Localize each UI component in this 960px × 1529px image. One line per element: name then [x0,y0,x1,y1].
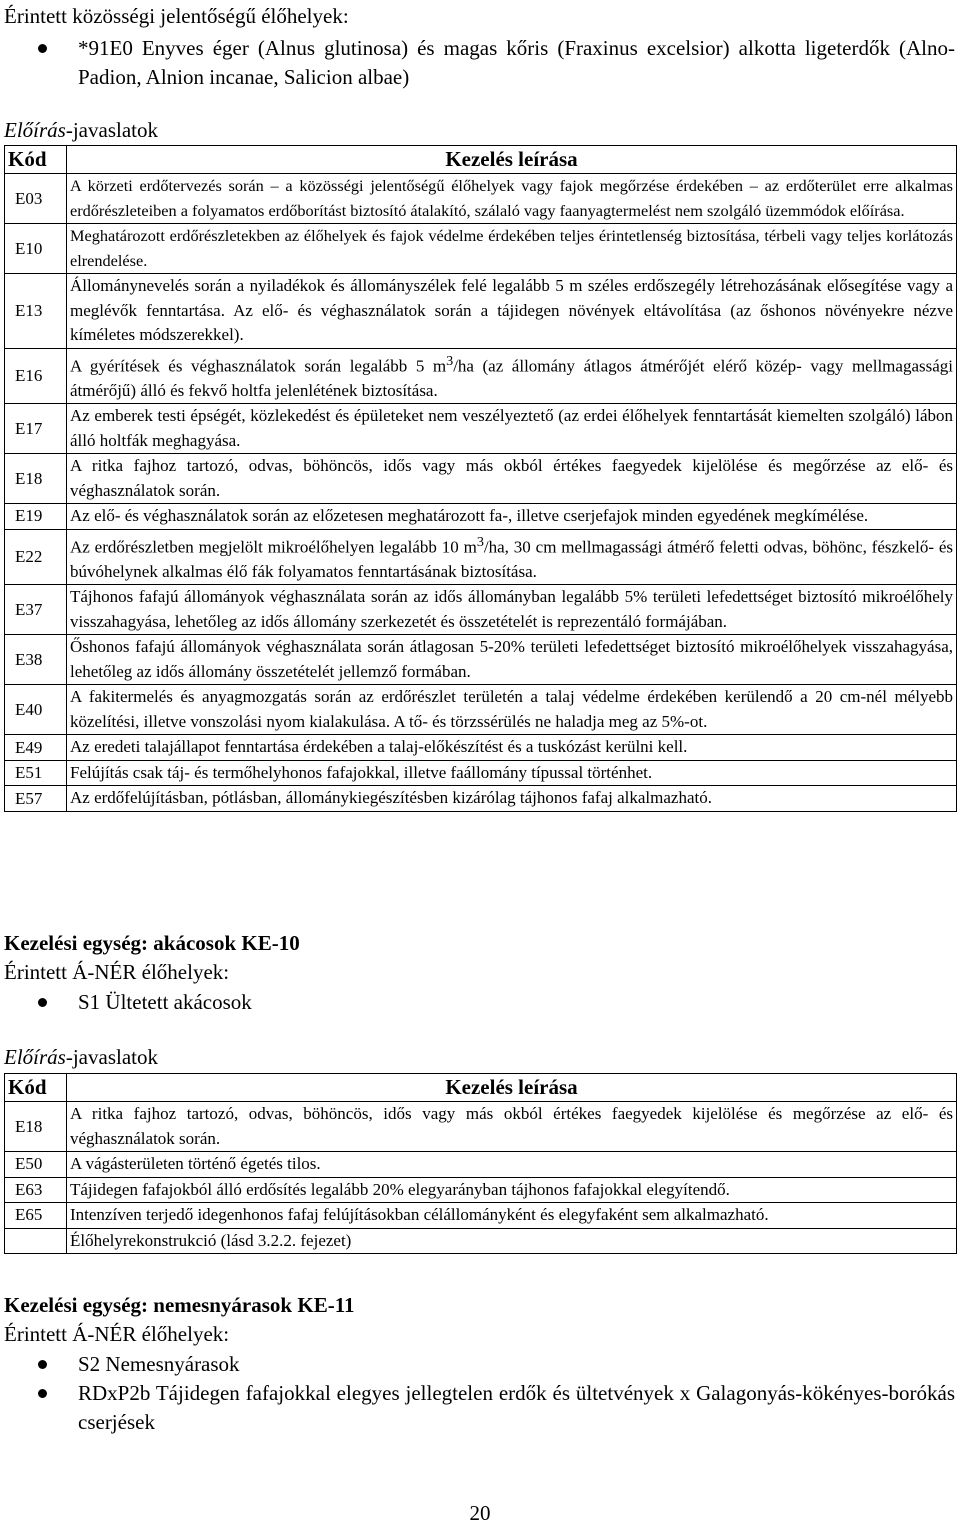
row-description: Az emberek testi épségét, közlekedést és épületeket nem veszélyeztető (az erdei élőhelyek fenntartását kiemelten szolgáló) lábon álló holtfák meghagyása. [67,404,957,454]
header-code: Kód [5,146,67,174]
proposals-italic: Előírás [4,1045,66,1069]
row-code: E17 [5,404,67,454]
row-code: E49 [5,735,67,761]
page-number: 20 [469,1501,491,1525]
proposals-rest: -javaslatok [65,118,158,142]
table-row [5,1102,957,1152]
habitat-list [0,1350,955,1437]
table-row [5,635,957,685]
row-code: E37 [5,585,67,635]
table-row [5,685,957,735]
row-description: Az eredeti talajállapot fenntartása érdekében a talaj-előkészítést és a tuskózást kerülni kell. [67,735,957,761]
row-description: Az elő- és véghasználatok során az előzetesen meghatározott fa-, illetve cserjefajok minden egyedének megkímélése. [67,504,957,530]
proposals-label [4,1045,158,1069]
row-description [67,348,957,404]
row-description: A ritka fajhoz tartozó, odvas, böhöncös, idős vagy más okból értékes faegyedek kijelölése és megőrzése az elő- és véghasználatok során. [67,454,957,504]
row-description: Meghatározott erdőrészletekben az élőhelyek és fajok védelme érdekében teljes érintetlenség biztosítása, térbeli vagy teljes korlátozás elrendelése. [67,224,957,274]
desc-part: /ha, 30 cm mellmagassági átmérő feletti odvas, böhönc, fészkelő- és búvóhelynek alkalmas élő fák folyamatos fenntartásának biztosítása. [70,537,954,581]
row-description: Őshonos fafajú állományok véghasználata során átlagosan 5-20% területi lefedettséget biztosító mikroélőhelyek visszahagyása, lehetőleg az idős állomány összetételét jellemző formában. [67,635,957,685]
row-code: E03 [5,174,67,224]
table-row [5,274,957,349]
header-description: Kezelés leírása [67,1074,957,1102]
affected-habitats-label: Érintett Á-NÉR élőhelyek: [4,1322,230,1346]
row-description: A vágásterületen történő égetés tilos. [67,1152,957,1178]
proposals-rest: -javaslatok [65,1045,158,1069]
row-code: E40 [5,685,67,735]
row-description: Állománynevelés során a nyiladékok és állományszélek felé legalább 5 m széles erdőszegély létrehozásának elősegítése vagy a meglévők fenntartása. Az elő- és véghasználatok során a tájidegen növények eltávolítása (az őshonos növényekre nézve kíméletes módszerekkel). [67,274,957,349]
row-code: E65 [5,1203,67,1229]
row-code: E38 [5,635,67,685]
section-heading: Érintett közösségi jelentőségű élőhelyek: [4,4,349,28]
habitat-list [0,988,955,1017]
table-row [5,735,957,761]
table-row [5,529,957,585]
row-description: Tájhonos fafajú állományok véghasználata során az idős állományban legalább 5% területi lefedettséget biztosító mikroélőhely visszahagyása, lehetőleg az idős állomány szerkezetét és összetételét is reprezentáló formájában. [67,585,957,635]
row-code: E18 [5,454,67,504]
row-description: Intenzíven terjedő idegenhonos fafaj felújításokban célállományként és elegyfaként sem alkalmazható. [67,1203,957,1229]
table-row [5,404,957,454]
table-header-row [5,146,957,174]
row-description: A fakitermelés és anyagmozgatás során az erdőrészlet területén a talaj védelme érdekében kerülendő a 20 cm-nél mélyebb közelítési, illetve vonszolási nyom kialakulása. A tő- és törzssérülés ne haladja meg az 5%-ot. [67,685,957,735]
row-description: A körzeti erdőtervezés során – a közösségi jelentőségű élőhelyek vagy fajok megőrzése érdekében – az erdőterület erre alkalmas erdőrészleteiben a folyamatos erdőborítást biztosító átalakító, szálaló vagy faanyagtermelést nem szolgáló üzemmódok előírása. [67,174,957,224]
row-code: E51 [5,760,67,786]
row-code: E63 [5,1177,67,1203]
row-code: E22 [5,529,67,585]
desc-part: Az erdőrészletben megjelölt mikroélőhelyen legalább 10 m [70,537,477,557]
table-row [5,585,957,635]
table-row [5,224,957,274]
table-row [5,504,957,530]
table-row [5,454,957,504]
table-row [5,174,957,224]
treatment-table [4,1073,957,1254]
desc-part: /ha (az állomány átlagos átmérőjét elérő közép- vagy mellmagassági átmérőjű) álló és fekvő holtfa jelenlétének biztosítása. [70,356,953,400]
table-row [5,1203,957,1229]
header-description: Kezelés leírása [67,146,957,174]
row-description: Élőhelyrekonstrukció (lásd 3.2.2. fejezet) [67,1228,957,1254]
row-code: E16 [5,348,67,404]
habitat-item: RDxP2b Tájidegen fafajokkal elegyes jellegtelen erdők és ültetvények x Galagonyás-kökényes-borókás cserjések [0,1379,955,1437]
table-row [5,1177,957,1203]
table-row [5,1152,957,1178]
row-description: A ritka fajhoz tartozó, odvas, böhöncös, idős vagy más okból értékes faegyedek kijelölése és megőrzése az elő- és véghasználatok során. [67,1102,957,1152]
management-unit-title: Kezelési egység: nemesnyárasok KE-11 [4,1293,355,1317]
row-code: E19 [5,504,67,530]
row-code: E57 [5,786,67,812]
row-description: Tájidegen fafajokból álló erdősítés legalább 20% elegyarányban tájhonos fafajokkal elegyítendő. [67,1177,957,1203]
habitat-item: S2 Nemesnyárasok [0,1350,955,1379]
desc-superscript: 3 [476,533,484,550]
proposals-label [4,118,158,142]
table-row [5,1228,957,1254]
treatment-table [4,145,957,812]
habitat-item: S1 Ültetett akácosok [0,988,955,1017]
row-description: Az erdőfelújításban, pótlásban, állománykiegészítésben kizárólag tájhonos fafaj alkalmazható. [67,786,957,812]
header-code: Kód [5,1074,67,1102]
management-unit-title: Kezelési egység: akácosok KE-10 [4,931,300,955]
proposals-italic: Előírás [4,118,66,142]
desc-superscript: 3 [446,352,454,369]
row-code: E18 [5,1102,67,1152]
table-row [5,348,957,404]
row-description [67,529,957,585]
row-code: E50 [5,1152,67,1178]
affected-habitats-label: Érintett Á-NÉR élőhelyek: [4,960,230,984]
row-description: Felújítás csak táj- és termőhelyhonos fafajokkal, illetve faállomány típussal történhet. [67,760,957,786]
row-code: E13 [5,274,67,349]
habitat-item: *91E0 Enyves éger (Alnus glutinosa) és magas kőris (Fraxinus excelsior) alkotta ligeterdők (Alno-Padion, Alnion incanae, Salicion albae) [0,34,955,92]
table-row [5,786,957,812]
desc-part: A gyérítések és véghasználatok során legalább 5 m [70,356,447,376]
table-row [5,760,957,786]
habitat-list [0,34,955,92]
table-header-row [5,1074,957,1102]
row-code [5,1228,67,1254]
row-code: E10 [5,224,67,274]
